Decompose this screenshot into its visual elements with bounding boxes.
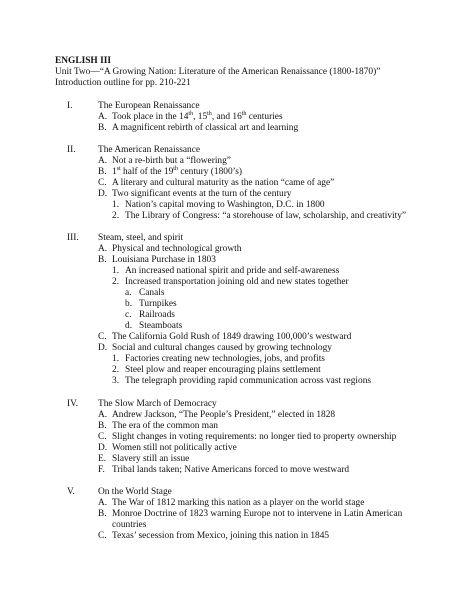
section-4-numeral: IV.: [67, 399, 79, 409]
outline-number: 1.: [112, 354, 120, 364]
outline-letter: B.: [98, 167, 107, 177]
outline-item: Two significant events at the turn of the century: [112, 189, 292, 199]
outline-subitem: Factories creating new technologies, jobs, and profits: [125, 354, 325, 364]
outline-letter: D.: [98, 443, 108, 453]
outline-item-continuation: countries: [112, 520, 147, 530]
section-3-title: Steam, steel, and spirit: [98, 233, 184, 243]
outline-item: Women still not politically active: [112, 443, 237, 453]
outline-letter: A.: [98, 498, 108, 508]
outline-letter: C.: [98, 332, 107, 342]
outline-subletter: c.: [125, 310, 132, 320]
outline-letter: C.: [98, 432, 107, 442]
outline-item: 1st half of the 19th century (1800’s): [112, 165, 243, 177]
outline-subsubitem: Canals: [139, 288, 165, 298]
outline-item: Not a re-birth but a “flowering”: [112, 156, 231, 166]
outline-subitem: An increased national spirit and pride and self-awareness: [125, 266, 340, 276]
outline-subitem: The Library of Congress: “a storehouse of law, scholarship, and creativity”: [125, 211, 407, 221]
outline-letter: B.: [98, 123, 107, 133]
outline-subitem: Increased transportation joining old and new states together: [125, 277, 349, 287]
outline-subletter: a.: [125, 288, 132, 298]
outline-item: Louisiana Purchase in 1803: [112, 255, 216, 265]
outline-item: Social and cultural changes caused by growing technology: [112, 343, 332, 353]
intro-line: Introduction outline for pp. 210-221: [55, 78, 191, 88]
section-4-title: The Slow March of Democracy: [98, 399, 217, 409]
section-1-title: The European Renaissance: [98, 101, 200, 111]
outline-item: The War of 1812 marking this nation as a player on the world stage: [112, 498, 365, 508]
section-2-numeral: II.: [67, 145, 76, 155]
outline-letter: A.: [98, 156, 108, 166]
outline-item: Took place in the 14th, 15th, and 16th centuries: [112, 110, 283, 122]
outline-letter: B.: [98, 509, 107, 519]
outline-item: Slight changes in voting requirements: no longer tied to property ownership: [112, 432, 397, 442]
section-3-numeral: III.: [67, 233, 79, 243]
outline-subsubitem: Railroads: [139, 310, 175, 320]
outline-letter: A.: [98, 410, 108, 420]
outline-item: A literary and cultural maturity as the nation “came of age”: [112, 178, 335, 188]
outline-item: Monroe Doctrine of 1823 warning Europe not to intervene in Latin American: [112, 509, 403, 519]
outline-item: The California Gold Rush of 1849 drawing 100,000’s westward: [112, 332, 352, 342]
outline-letter: D.: [98, 189, 108, 199]
outline-subletter: d.: [125, 321, 133, 331]
outline-subitem: Steel plow and reaper encouraging plains settlement: [125, 365, 321, 375]
outline-letter: B.: [98, 421, 107, 431]
outline-number: 3.: [112, 376, 120, 386]
outline-item: Physical and technological growth: [112, 244, 242, 254]
section-5-title: On the World Stage: [98, 487, 172, 497]
outline-letter: A.: [98, 244, 108, 254]
unit-title: Unit Two—“A Growing Nation: Literature of the American Renaissance (1800-1870)”: [55, 67, 381, 77]
outline-subitem: Nation’s capital moving to Washington, D.C. in 1800: [125, 200, 325, 210]
outline-subitem: The telegraph providing rapid communication across vast regions: [125, 376, 372, 386]
outline-letter: F.: [98, 465, 105, 475]
outline-letter: C.: [98, 178, 107, 188]
section-5-numeral: V.: [67, 487, 75, 497]
outline-item: Texas’ secession from Mexico, joining this nation in 1845: [112, 531, 330, 541]
outline-letter: D.: [98, 343, 108, 353]
outline-item: Tribal lands taken; Native Americans forced to move westward: [112, 465, 350, 475]
section-2-title: The American Renaissance: [98, 145, 201, 155]
outline-subsubitem: Steamboats: [139, 321, 183, 331]
outline-item: Andrew Jackson, “The People’s President,” elected in 1828: [112, 410, 336, 420]
outline-letter: A.: [98, 112, 108, 122]
outline-number: 2.: [112, 277, 120, 287]
outline-subsubitem: Turnpikes: [139, 299, 177, 309]
outline-item: A magnificent rebirth of classical art and learning: [112, 123, 299, 133]
outline-item: The era of the common man: [112, 421, 218, 431]
course-title: ENGLISH III: [55, 56, 112, 66]
section-1-numeral: I.: [67, 101, 73, 111]
outline-number: 2.: [112, 365, 120, 375]
outline-number: 1.: [112, 200, 120, 210]
outline-letter: C.: [98, 531, 107, 541]
outline-number: 1.: [112, 266, 120, 276]
outline-number: 2.: [112, 211, 120, 221]
outline-letter: E.: [98, 454, 107, 464]
outline-item: Slavery still an issue: [112, 454, 190, 464]
outline-letter: B.: [98, 255, 107, 265]
outline-subletter: b.: [125, 299, 133, 309]
